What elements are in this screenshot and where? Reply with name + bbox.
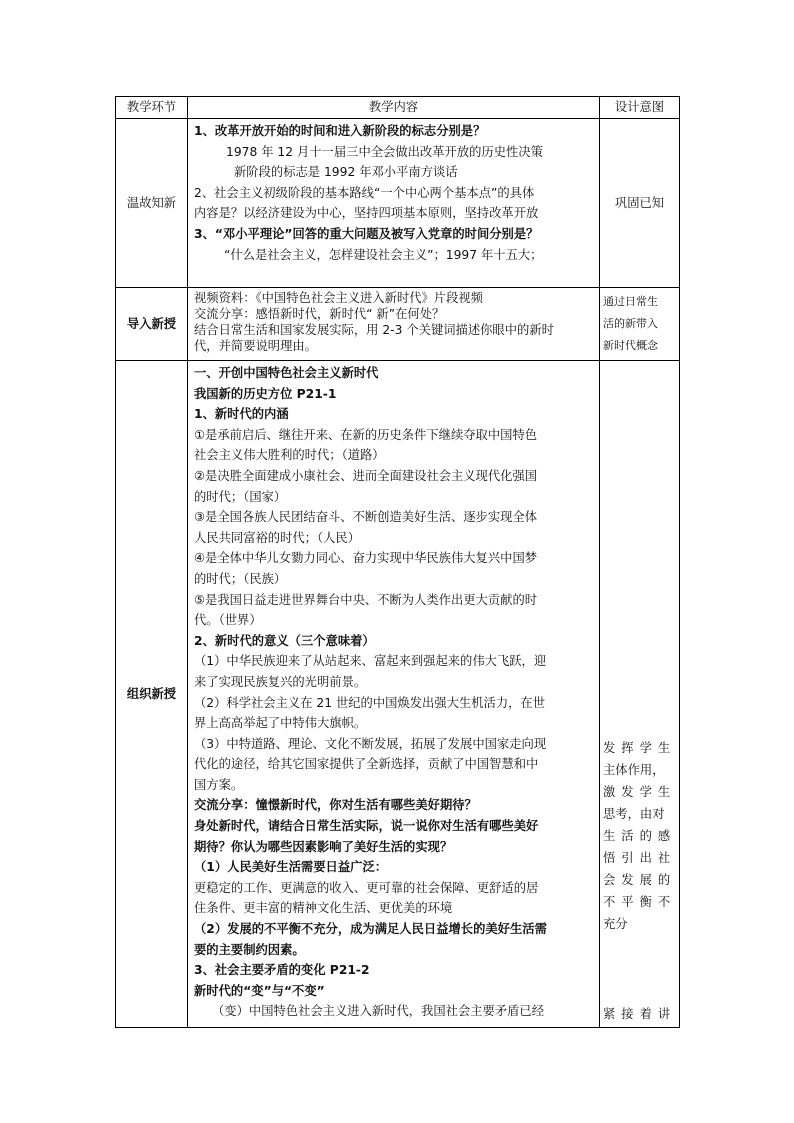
content-line: 1978 年 12 月十一届三中全会做出改革开放的历史性决策 [226,144,543,159]
content-line: 代，并简要说明理由。 [194,339,317,353]
content-line: 人民共同富裕的时代；（人民） [194,530,361,545]
intent-new [600,361,680,1028]
table-row [116,288,680,361]
content-line: 身处新时代，请结合日常生活实际，说一说你对生活有哪些美好 [194,819,539,834]
stage-review: 温故知新 [116,119,188,288]
content-line: ⑤是我国日益走进世界舞台中央、不断为人类作出更大贡献的时 [194,592,538,607]
lesson-plan-table [115,96,680,1028]
content-line: （1）中华民族迎来了从站起来、富起来到强起来的伟大飞跃，迎 [194,654,547,669]
table-row [116,119,680,288]
intent-line: 生活的感 [603,829,677,843]
content-line: 交流分享：感悟新时代，新时代“ 新”在何处？ [194,307,445,321]
content-line: （变）中国特色社会主义进入新时代，我国社会主要矛盾已经 [212,1004,545,1019]
intent-line: 主体作用， [603,763,665,777]
content-intro [188,288,600,361]
content-line: 3、社会主要矛盾的变化 P21-2 [194,963,370,978]
content-line: 我国新的历史方位 P21-1 [194,386,337,401]
content-line: 来了实现民族复兴的光明前景。 [194,674,367,689]
intent-line: 思考，由对 [603,807,665,821]
intent-review: 巩固已知 [600,119,680,288]
content-line: ②是决胜全面建成小康社会、进而全面建设社会主义现代化强国 [194,468,538,483]
intent-intro [600,288,680,361]
intent-line: 激发学生 [603,785,677,799]
intent-line: 新时代概念 [603,339,658,352]
content-review [188,119,600,288]
header-intent: 设计意图 [600,97,680,119]
content-line: 交流分享：憧憬新时代，你对生活有哪些美好期待？ [194,798,477,813]
table-header-row [116,97,680,119]
content-line: 2、新时代的意义（三个意味着） [194,633,375,648]
content-line: （2）科学社会主义在 21 世纪的中国焕发出强大生机活力，在世 [194,695,546,710]
content-line: 的时代；（民族） [194,571,287,586]
content-line: 一、开创中国特色社会主义新时代 [194,366,379,380]
header-stage: 教学环节 [116,97,188,119]
table-row [116,361,680,1028]
content-line: 住条件、更丰富的精神文化生活、更优美的环境 [194,901,453,916]
content-line: 代化的途径，给其它国家提供了全新选择，贡献了中国智慧和中 [194,757,539,772]
content-line: （3）中特道路、理论、文化不断发展，拓展了发展中国家走向现 [194,736,547,751]
content-line: 新阶段的标志是 1992 年邓小平南方谈话 [234,165,458,180]
content-line: 1、新时代的内涵 [194,407,289,422]
intent-line: 充分 [603,917,628,931]
content-line: 代。（世界） [194,613,262,628]
content-line: ④是全体中华儿女勠力同心、奋力实现中华民族伟大复兴中国梦 [194,551,538,566]
content-line: 国方案。 [194,777,244,792]
content-line: 界上高高举起了中特伟大旗帜。 [194,716,367,731]
content-line: 3、“邓小平理论”回答的重大问题及被写入党章的时间分别是？ [194,226,539,241]
content-line: 结合日常生活和国家发展实际，用 2-3 个关键词描述你眼中的新时 [194,323,554,337]
stage-new: 组织新授 [116,361,188,1028]
content-line: 新时代的“变”与“不变” [194,983,325,998]
content-line: 的时代；（国家） [194,489,287,504]
content-line: 社会主义伟大胜利的时代；（道路） [194,448,385,463]
content-line: ③是全国各族人民团结奋斗、不断创造美好生活、逐步实现全体 [194,510,538,525]
intent-line: 发挥学生 [603,741,677,755]
intent-line: 会发展的 [603,873,677,887]
content-line: 期待？你认为哪些因素影响了美好生活的实现？ [194,839,453,854]
content-line: （2）发展的不平衡不充分，成为满足人民日益增长的美好生活需 [194,922,547,937]
content-new [188,361,600,1028]
content-line: 2、社会主义初级阶段的基本路线“一个中心两个基本点”的具体 [194,185,535,200]
header-content: 教学内容 [188,97,600,119]
intent-line: 不平衡不 [603,895,677,909]
intent-line: 悟引出社 [603,851,677,865]
intent-line: 活的新带入 [603,317,658,330]
content-line: 更稳定的工作、更满意的收入、更可靠的社会保障、更舒适的居 [194,880,539,895]
content-line: 1、改革开放开始的时间和进入新阶段的标志分别是？ [194,124,486,138]
intent-line: 紧接着讲 [603,1007,677,1021]
content-line: （1）人民美好生活需要日益广泛： [194,860,388,875]
content-line: 视频资料：《中国特色社会主义进入新时代》片段视频 [194,291,483,305]
content-line: “什么是社会主义，怎样建设社会主义”；1997 年十五大； [224,247,543,262]
content-line: ①是承前启后、继往开来、在新的历史条件下继续夺取中国特色 [194,427,538,442]
content-line: 内容是？以经济建设为中心，坚持四项基本原则，坚持改革开放 [194,206,539,221]
intent-line: 通过日常生 [603,295,658,308]
content-line: 要的主要制约因素。 [194,942,305,957]
stage-intro: 导入新授 [116,288,188,361]
